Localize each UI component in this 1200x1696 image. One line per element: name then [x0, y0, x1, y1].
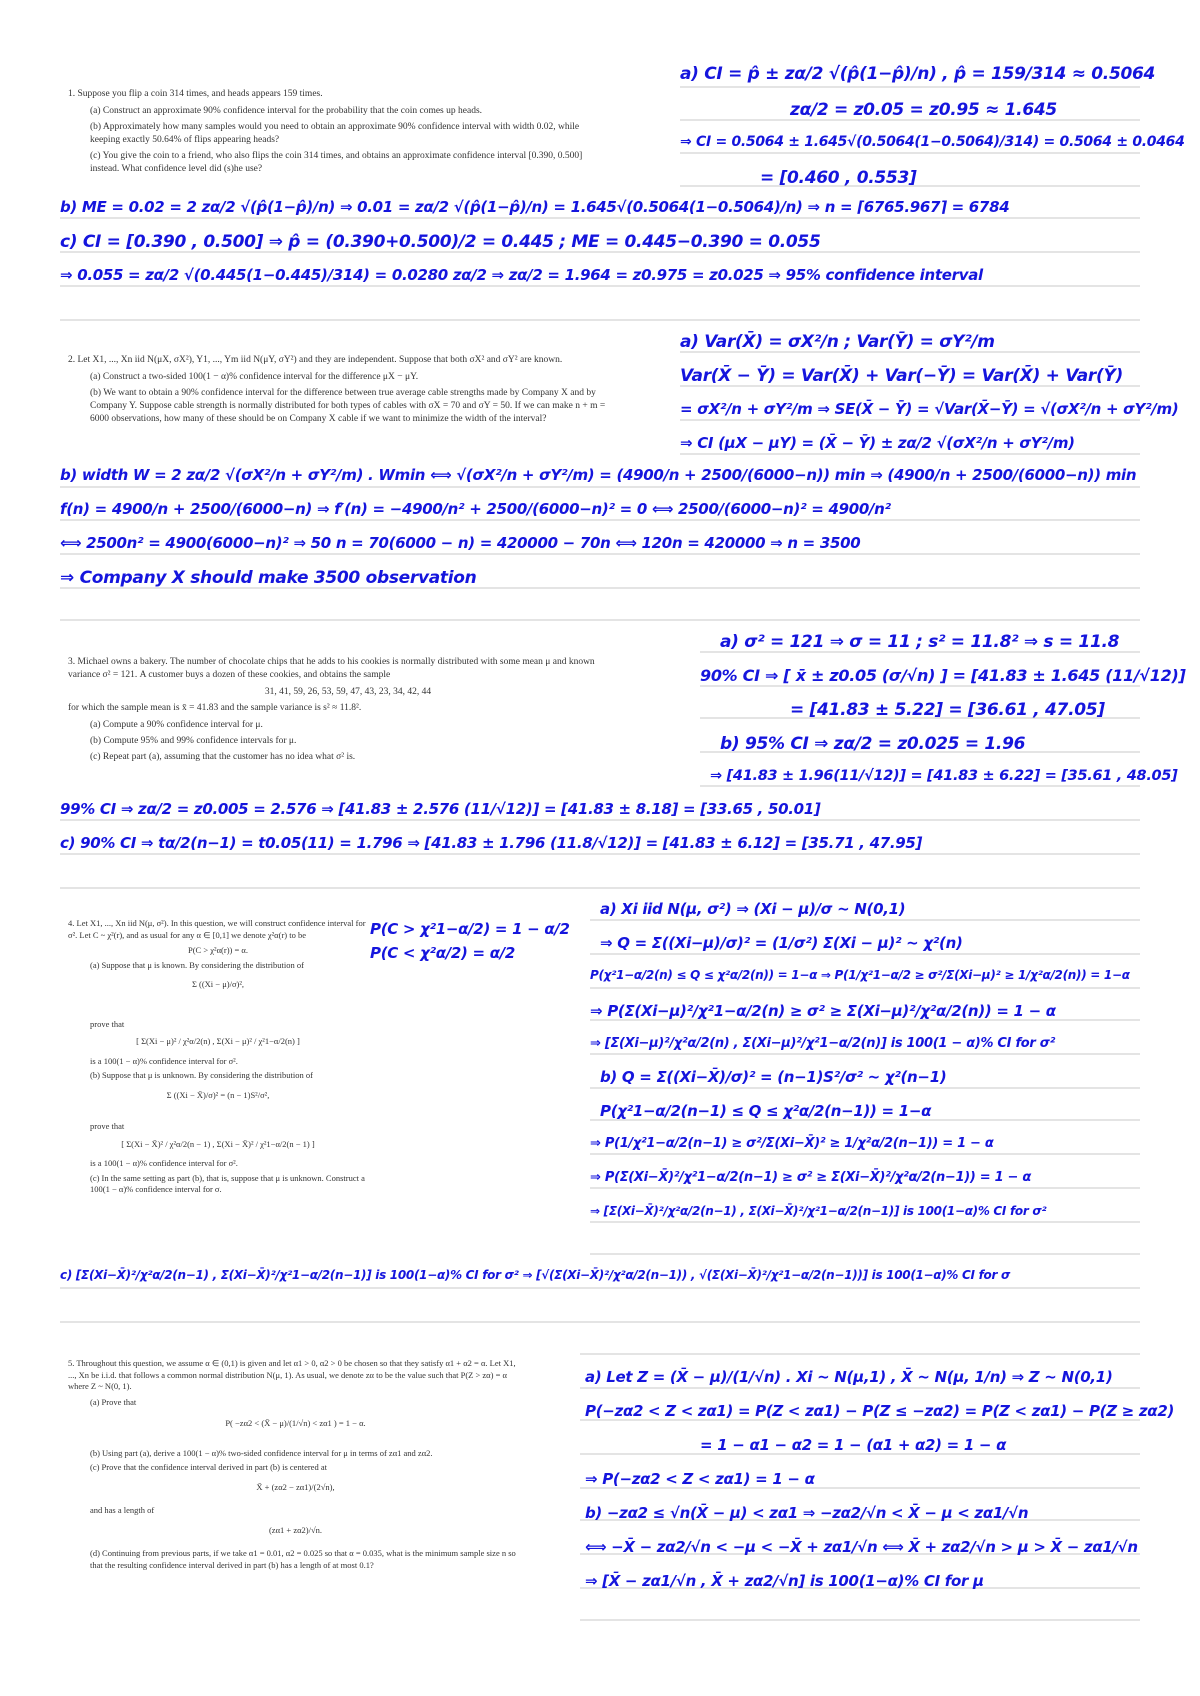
hw-p2-line-8: ⇒ Company X should make 3500 observation — [60, 568, 477, 588]
problem-4-a-ci: [ Σ(Xi − μ)² / χ²α/2(n) , Σ(Xi − μ)² / χ²1−α/2(n) ] — [136, 1036, 300, 1046]
problem-1-part-a: (a) Construct an approximate 90% confidence interval for the probability that the coin comes up heads. — [90, 106, 483, 116]
problem-2-part-b: (b) We want to obtain a 90% confidence interval for the difference between true average cable strengths made by Company X and by Company Y. Suppose cable strength is normally distributed for both types of cables with σX = 70 and σY = 50. If we can make n + m = 6000 observations, how many of these should be on Company X cable if we want to minimize the width of the interval? — [90, 388, 606, 424]
problem-3-part-a: (a) Compute a 90% confidence interval for μ. — [90, 720, 263, 730]
hw-p3-line-4: b) 95% CI ⇒ zα/2 = z0.025 = 1.96 — [720, 734, 1026, 754]
hw-p3-line-5: ⇒ [41.83 ± 1.96(11/√12)] = [41.83 ± 6.22] = [35.61 , 48.05] — [710, 768, 1178, 784]
hw-p5-line-1: a) Let Z = (X̄ − μ)/(1/√n) . Xi ~ N(μ,1) , X̄ ~ N(μ, 1/n) ⇒ Z ~ N(0,1) — [585, 1368, 1113, 1386]
problem-5-part-d: (d) Continuing from previous parts, if we take α1 = 0.01, α2 = 0.025 so that α = 0.035, what is the minimum sample size n so that the resulting confidence interval derived in part (b) has a length of at most 0.1? — [90, 1548, 516, 1570]
hw-p3-line-3: = [41.83 ± 5.22] = [36.61 , 47.05] — [790, 700, 1105, 720]
hw-p2-line-5: b) width W = 2 zα/2 √(σX²/n + σY²/m) . Wmin ⟺ √(σX²/n + σY²/m) = (4900/n + 2500/(6000−n)) min ⇒ (4900/n + 2500/(6000−n)) min — [60, 466, 1137, 484]
hw-p2-line-3: = σX²/n + σY²/m ⇒ SE(X̄ − Ȳ) = √Var(X̄−Ȳ) = √(σX²/n + σY²/m) — [680, 400, 1179, 418]
problem-2-part-a: (a) Construct a two-sided 100(1 − α)% confidence interval for the difference μX − μY. — [90, 372, 419, 382]
hw-p2-line-2: Var(X̄ − Ȳ) = Var(X̄) + Var(−Ȳ) = Var(X̄) + Var(Ȳ) — [680, 366, 1123, 386]
problem-4-a-eq: Σ ((Xi − μ)/σ)², — [191, 979, 245, 989]
hw-p1-line-2: zα/2 = z0.05 = z0.95 ≈ 1.645 — [790, 100, 1057, 120]
hw-p5-line-6: ⟺ −X̄ − zα2/√n < −μ < −X̄ + zα1/√n ⟺ X̄ + zα2/√n > μ > X̄ − zα1/√n — [585, 1538, 1138, 1556]
hw-p4-line-5: ⇒ [Σ(Xi−μ)²/χ²α/2(n) , Σ(Xi−μ)²/χ²1−α/2(n)] is 100(1 − α)% CI for σ² — [590, 1036, 1055, 1051]
problem-4-intro: 4. Let X1, ..., Xn iid N(μ, σ²). In this question, we will construct confidence interval for σ². Let C ~ χ²(r), and as usual for any α ∈ [0,1] we denote χ²α(r) to be — [68, 918, 366, 940]
problem-3-mid: for which the sample mean is x̄ = 41.83 and the sample variance is s² ≈ 11.8². — [68, 703, 362, 713]
hw-p2-line-6: f(n) = 4900/n + 2500/(6000−n) ⇒ f′(n) = −4900/n² + 2500/(6000−n)² = 0 ⟺ 2500/(6000−n)² = 4900/n² — [60, 500, 891, 518]
hw-p1-line-5: b) ME = 0.02 = 2 zα/2 √(p̂(1−p̂)/n) ⇒ 0.01 = zα/2 √(p̂(1−p̂)/n) = 1.645√(0.5064(1−0.5064)/n) ⇒ n = ⌈6765.967⌉ = 6784 — [60, 198, 1010, 216]
problem-3-part-c: (c) Repeat part (a), assuming that the customer has no idea what σ² is. — [90, 752, 356, 762]
problem-4-a-end: is a 100(1 − α)% confidence interval for σ². — [90, 1055, 238, 1066]
problem-5-c-mid: and has a length of — [90, 1505, 155, 1515]
problem-5-intro: 5. Throughout this question, we assume α ∈ (0,1) is given and let α1 > 0, α2 > 0 be chosen so that they satisfy α1 + α2 = α. Let X1, ..., Xn be i.i.d. that follows a common normal distribution N(μ, 1). As usual, we denote zα to be the value such that P(Z > zα) = α where Z ~ N(0, 1). — [68, 1358, 516, 1391]
hw-p4-line-11: c) [Σ(Xi−X̄)²/χ²α/2(n−1) , Σ(Xi−X̄)²/χ²1−α/2(n−1)] is 100(1−α)% CI for σ² ⇒ [√(Σ(Xi−X̄)²/χ²α/2(n−1)) , √(Σ(Xi−X̄)²/χ²1−α/2(n−1))] is 100(1−α)% CI for σ — [60, 1268, 1010, 1282]
hw-p5-line-4: ⇒ P(−zα2 < Z < zα1) = 1 − α — [585, 1470, 815, 1488]
problem-2 — [68, 354, 608, 429]
hw-p4-line-3: P(χ²1−α/2(n) ≤ Q ≤ χ²α/2(n)) = 1−α ⇒ P(1/χ²1−α/2 ≥ σ²/Σ(Xi−μ)² ≥ 1/χ²α/2(n)) = 1−α — [590, 968, 1130, 982]
problem-3-intro: 3. Michael owns a bakery. The number of chocolate chips that he adds to his cookies is normally distributed with some mean μ and known variance σ² = 121. A customer buys a dozen of these cookies, and obtains the sample — [68, 657, 595, 680]
problem-4 — [68, 918, 368, 1199]
hw-p3-line-2: 90% CI ⇒ [ x̄ ± z0.05 (σ/√n) ] = [41.83 ± 1.645 (11/√12)] — [700, 666, 1186, 685]
problem-5-part-c: (c) Prove that the confidence interval derived in part (b) is centered at — [90, 1462, 327, 1472]
hw-p4-line-4: ⇒ P(Σ(Xi−μ)²/χ²1−α/2(n) ≥ σ² ≥ Σ(Xi−μ)²/χ²α/2(n)) = 1 − α — [590, 1002, 1056, 1020]
problem-3-part-b: (b) Compute 95% and 99% confidence intervals for μ. — [90, 736, 297, 746]
problem-5-a-eq: P( −zα2 < (X̄ − μ)/(1/√n) < zα1 ) = 1 − α. — [225, 1418, 366, 1428]
problem-4-b-eq: Σ ((Xi − X̄)/σ)² = (n − 1)S²/σ², — [166, 1089, 270, 1100]
hw-p5-line-2: P(−zα2 < Z < zα1) = P(Z < zα1) − P(Z ≤ −zα2) = P(Z < zα1) − P(Z ≥ zα2) — [585, 1402, 1175, 1420]
hw-p4-line-10: ⇒ [Σ(Xi−X̄)²/χ²α/2(n−1) , Σ(Xi−X̄)²/χ²1−α/2(n−1)] is 100(1−α)% CI for σ² — [590, 1204, 1047, 1218]
hw-p5-line-3: = 1 − α1 − α2 = 1 − (α1 + α2) = 1 − α — [700, 1436, 1007, 1454]
hw-p1-line-1: a) CI = p̂ ± zα/2 √(p̂(1−p̂)/n) , p̂ = 159/314 ≈ 0.5064 — [680, 64, 1156, 84]
hw-p4-line-1: a) Xi iid N(μ, σ²) ⇒ (Xi − μ)/σ ~ N(0,1) — [600, 900, 906, 918]
hw-p2-line-1: a) Var(X̄) = σX²/n ; Var(Ȳ) = σY²/m — [680, 332, 995, 352]
hw-p1-line-7: ⇒ 0.055 = zα/2 √(0.445(1−0.445)/314) = 0.0280 zα/2 ⇒ zα/2 = 1.964 = z0.975 = z0.025 ⇒ 95% confidence interval — [60, 266, 983, 284]
problem-5 — [68, 1358, 523, 1574]
problem-3 — [68, 656, 628, 767]
problem-5-part-a: (a) Prove that — [90, 1396, 137, 1407]
problem-1-part-b: (b) Approximately how many samples would you need to obtain an approximate 90% confidence interval with width 0.02, while keeping exactly 50.64% of flips appearing heads? — [90, 122, 580, 145]
problem-5-c-eq: X̄ + (zα2 − zα1)/(2√n), — [256, 1481, 335, 1492]
problem-4-b-end: is a 100(1 − α)% confidence interval for σ². — [90, 1158, 238, 1168]
problem-1-part-c: (c) You give the coin to a friend, who also flips the coin 314 times, and obtains an approximate confidence interval [0.390, 0.500] instead. What confidence level did (s)he use? — [90, 151, 583, 174]
hw-p1-line-3: ⇒ CI = 0.5064 ± 1.645√(0.5064(1−0.5064)/314) = 0.5064 ± 0.0464 — [680, 134, 1185, 150]
hw-p2-line-7: ⟺ 2500n² = 4900(6000−n)² ⇒ 50 n = 70(6000 − n) = 420000 − 70n ⟺ 120n = 420000 ⇒ n = 3500 — [60, 534, 861, 552]
problem-4-a-prove: prove that — [90, 1018, 125, 1029]
hw-p3-line-6: 99% CI ⇒ zα/2 = z0.005 = 2.576 ⇒ [41.83 ± 2.576 (11/√12)] = [41.83 ± 8.18] = [33.65 , 50.01] — [60, 800, 821, 818]
problem-5-c-eq2: (zα1 + zα2)/√n. — [268, 1524, 323, 1535]
hw-p4-line-9: ⇒ P(Σ(Xi−X̄)²/χ²1−α/2(n−1) ≥ σ² ≥ Σ(Xi−X̄)²/χ²α/2(n−1)) = 1 − α — [590, 1170, 1031, 1185]
hw-p4-note-2: P(C < χ²α/2) = α/2 — [370, 944, 516, 962]
problem-4-b-ci: [ Σ(Xi − X̄)² / χ²α/2(n − 1) , Σ(Xi − X̄)² / χ²1−α/2(n − 1) ] — [121, 1138, 315, 1149]
problem-2-intro: 2. Let X1, ..., Xn iid N(μX, σX²), Y1, ..., Ym iid N(μY, σY²) and they are independent. Suppose that both σX² and σY² are known. — [68, 355, 563, 365]
problem-3-sample: 31, 41, 59, 26, 53, 59, 47, 43, 23, 34, 42, 44 — [264, 687, 432, 697]
hw-p4-line-2: ⇒ Q = Σ((Xi−μ)/σ)² = (1/σ²) Σ(Xi − μ)² ~ χ²(n) — [600, 934, 963, 952]
problem-4-b-prove: prove that — [90, 1121, 125, 1131]
hw-p5-line-7: ⇒ [X̄ − zα1/√n , X̄ + zα2/√n] is 100(1−α)% CI for μ — [585, 1572, 984, 1590]
hw-p3-line-1: a) σ² = 121 ⇒ σ = 11 ; s² = 11.8² ⇒ s = 11.8 — [720, 632, 1120, 652]
problem-1-intro: 1. Suppose you flip a coin 314 times, and heads appears 159 times. — [68, 89, 323, 99]
problem-4-def: P(C > χ²α(r)) = α. — [188, 945, 248, 955]
hw-p4-line-7: P(χ²1−α/2(n−1) ≤ Q ≤ χ²α/2(n−1)) = 1−α — [600, 1102, 932, 1120]
problem-1 — [68, 88, 608, 179]
hw-p4-line-8: ⇒ P(1/χ²1−α/2(n−1) ≥ σ²/Σ(Xi−X̄)² ≥ 1/χ²α/2(n−1)) = 1 − α — [590, 1136, 994, 1151]
hw-p1-line-4: = [0.460 , 0.553] — [760, 168, 917, 188]
hw-p4-line-6: b) Q = Σ((Xi−X̄)/σ)² = (n−1)S²/σ² ~ χ²(n−1) — [600, 1068, 947, 1086]
hw-p5-line-5: b) −zα2 ≤ √n(X̄ − μ) < zα1 ⇒ −zα2/√n < X̄ − μ < zα1/√n — [585, 1504, 1029, 1522]
hw-p4-note-1: P(C > χ²1−α/2) = 1 − α/2 — [370, 920, 570, 938]
problem-4-part-a: (a) Suppose that μ is known. By considering the distribution of — [90, 959, 304, 970]
problem-4-part-c: (c) In the same setting as part (b), that is, suppose that μ is unknown. Construct a 100(1 − α)% confidence interval for σ. — [90, 1172, 365, 1194]
hw-p1-line-6: c) CI = [0.390 , 0.500] ⇒ p̂ = (0.390+0.500)/2 = 0.445 ; ME = 0.445−0.390 = 0.055 — [60, 232, 821, 252]
hw-p3-line-7: c) 90% CI ⇒ tα/2(n−1) = t0.05(11) = 1.796 ⇒ [41.83 ± 1.796 (11.8/√12)] = [41.83 ± 6.12] = [35.71 , 47.95] — [60, 834, 923, 852]
hw-p2-line-4: ⇒ CI (μX − μY) = (X̄ − Ȳ) ± zα/2 √(σX²/n + σY²/m) — [680, 434, 1075, 452]
problem-4-part-b: (b) Suppose that μ is unknown. By considering the distribution of — [90, 1070, 313, 1080]
problem-5-part-b: (b) Using part (a), derive a 100(1 − α)% two-sided confidence interval for μ in terms of zα1 and zα2. — [90, 1447, 433, 1458]
